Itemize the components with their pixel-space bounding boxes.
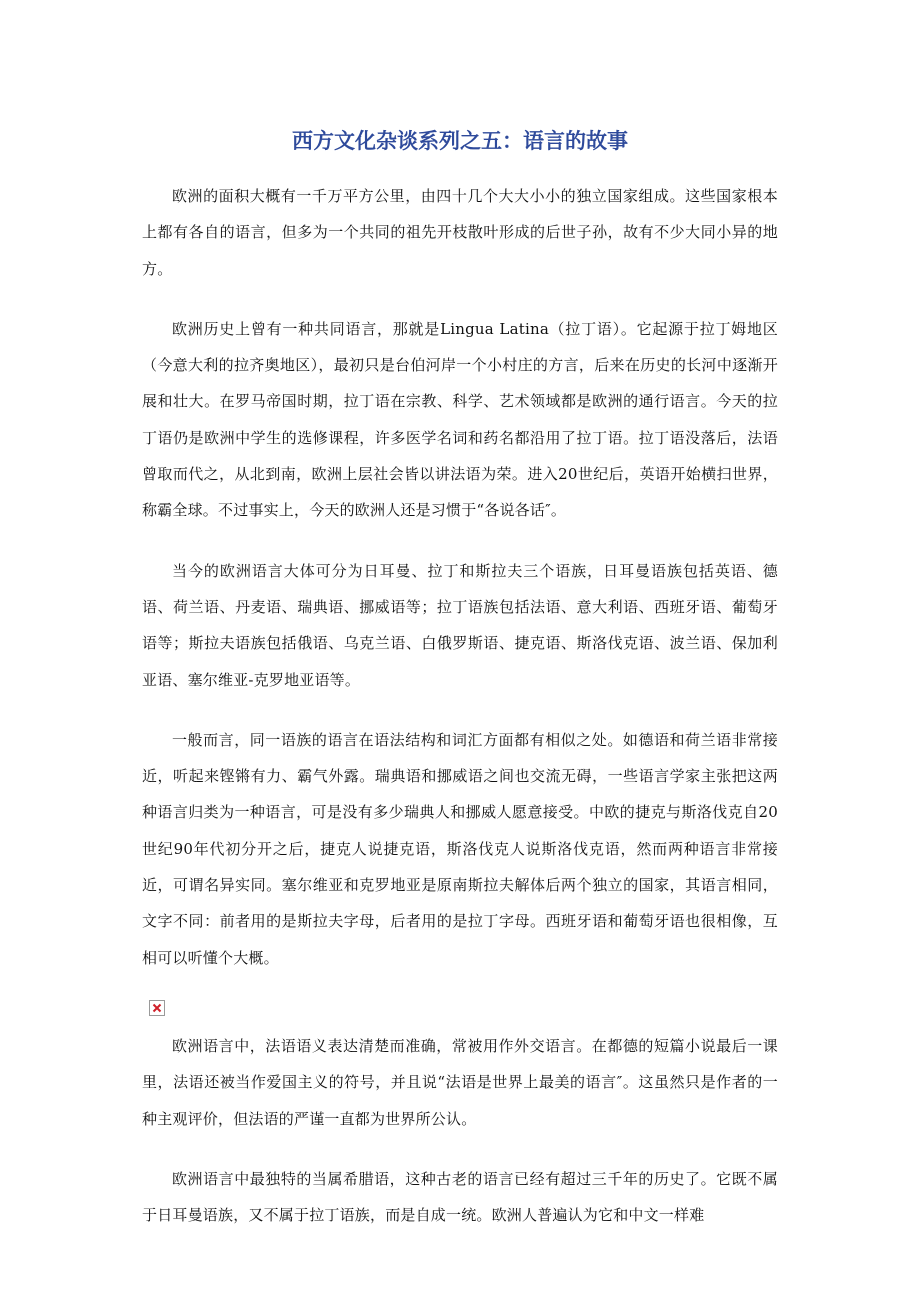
document-title: 西方文化杂谈系列之五：语言的故事	[292, 129, 628, 153]
paragraph-1: 欧洲的面积大概有一千万平方公里，由四十几个大大小小的独立国家组成。这些国家根本上都有各自的语言，但多为一个共同的祖先开枝散叶形成的后世子孙，故有不少大同小异的地方。	[142, 187, 778, 278]
paragraph-3: 当今的欧洲语言大体可分为日耳曼、拉丁和斯拉夫三个语族，日耳曼语族包括英语、德语、荷兰语、丹麦语、瑞典语、挪威语等；拉丁语族包括法语、意大利语、西班牙语、葡萄牙语等；斯拉夫语族包括俄语、乌克兰语、白俄罗斯语、捷克语、斯洛伐克语、波兰语、保加利亚语、塞尔维亚-克罗地亚语等。	[142, 561, 778, 689]
paragraph-4: 一般而言，同一语族的语言在语法结构和词汇方面都有相似之处。如德语和荷兰语非常接近，听起来铿锵有力、霸气外露。瑞典语和挪威语之间也交流无碍，一些语言学家主张把这两种语言归类为一种语言，可是没有多少瑞典人和挪威人愿意接受。中欧的捷克与斯洛伐克自20世纪90年代初分开之后，捷克人说捷克语，斯洛伐克人说斯洛伐克语，然而两种语言非常接近，可谓名异实同。塞尔维亚和克罗地亚是原南斯拉夫解体后两个独立的国家，其语言相同，文字不同：前者用的是斯拉夫字母，后者用的是拉丁字母。西班牙语和葡萄牙语也很相像，互相可以听懂个大概。	[142, 730, 778, 967]
paragraph-6: 欧洲语言中最独特的当属希腊语，这种古老的语言已经有超过三千年的历史了。它既不属于日耳曼语族，又不属于拉丁语族，而是自成一统。欧洲人普遍认为它和中文一样难	[142, 1169, 778, 1225]
paragraph-2: 欧洲历史上曾有一种共同语言，那就是Lingua Latina（拉丁语）。它起源于拉丁姆地区（今意大利的拉齐奥地区），最初只是台伯河岸一个小村庄的方言，后来在历史的长河中逐渐开展和壮大。在罗马帝国时期，拉丁语在宗教、科学、艺术领域都是欧洲的通行语言。今天的拉丁语仍是欧洲中学生的选修课程，许多医学名词和药名都沿用了拉丁语。拉丁语没落后，法语曾取而代之，从北到南，欧洲上层社会皆以讲法语为荣。进入20世纪后，英语开始横扫世界，称霸全球。不过事实上，今天的欧洲人还是习惯于“各说各话″。	[142, 319, 778, 520]
paragraph-5: 欧洲语言中，法语语义表达清楚而准确，常被用作外交语言。在都德的短篇小说最后一课里，法语还被当作爱国主义的符号，并且说“法语是世界上最美的语言″。这虽然只是作者的一种主观评价，但法语的严谨一直都为世界所公认。	[142, 1036, 778, 1128]
document-body	[142, 178, 778, 1257]
broken-image-icon	[149, 1000, 165, 1016]
